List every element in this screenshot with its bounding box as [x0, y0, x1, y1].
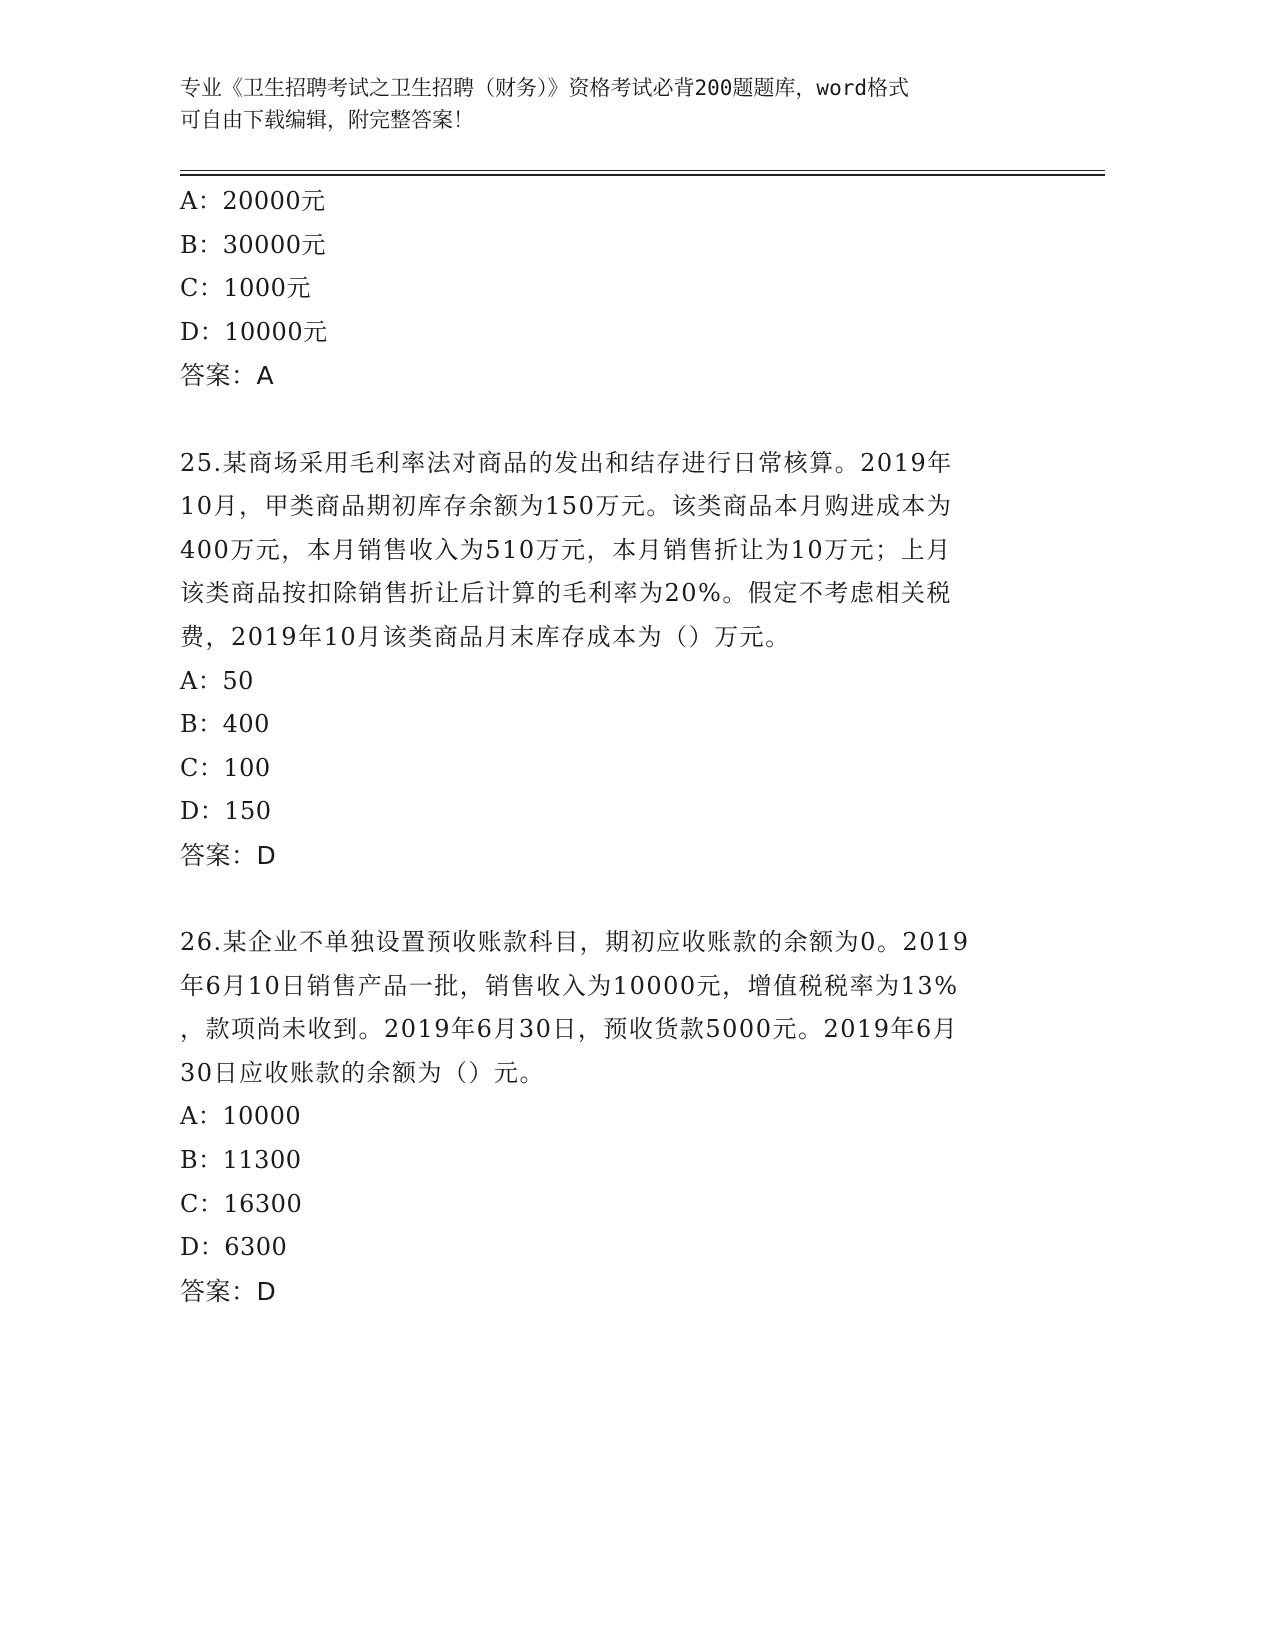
option-a: A：10000	[180, 1102, 302, 1131]
question-26-text-line: 26.某企业不单独设置预收账款科目，期初应收账款的余额为0。2019	[180, 928, 970, 957]
option-c: C：100	[180, 753, 271, 782]
option-d: D：6300	[180, 1233, 288, 1262]
question-26-text-line: 30日应收账款的余额为（）元。	[180, 1058, 546, 1087]
option-a: A：50	[180, 666, 254, 695]
document-header	[180, 72, 1030, 136]
option-d: D：10000元	[180, 317, 328, 346]
spacer	[180, 398, 1040, 442]
header-divider-thin	[180, 170, 1105, 171]
option-b: B：11300	[180, 1146, 302, 1175]
question-25-text-line: 费，2019年10月该类商品月末库存成本为（）万元。	[180, 622, 791, 651]
answer-text: 答案：A	[180, 361, 275, 391]
option-b: B：30000元	[180, 230, 326, 259]
header-title-line-2: 可自由下载编辑，附完整答案！	[180, 108, 474, 132]
answer-text: 答案：D	[180, 1276, 277, 1306]
question-25-text-line: 25.某商场采用毛利率法对商品的发出和结存进行日常核算。2019年	[180, 448, 953, 477]
question-25-text-line: 400万元，本月销售收入为510万元，本月销售折让为10万元；上月	[180, 535, 952, 564]
question-26-text-line: 年6月10日销售产品一批，销售收入为10000元，增值税税率为13%	[180, 971, 959, 1000]
question-25-block	[180, 442, 1040, 878]
question-content	[180, 180, 1040, 1313]
answer-text: 答案：D	[180, 840, 277, 870]
option-c: C：16300	[180, 1189, 303, 1218]
option-c: C：1000元	[180, 274, 311, 303]
question-26-text-line: ，款项尚未收到。2019年6月30日，预收货款5000元。2019年6月	[180, 1015, 959, 1044]
option-d: D：150	[180, 797, 272, 826]
spacer	[180, 878, 1040, 922]
option-a: A：20000元	[180, 187, 326, 215]
question-26-block	[180, 921, 1040, 1313]
option-b: B：400	[180, 710, 270, 739]
question-25-text-line: 该类商品按扣除销售折让后计算的毛利率为20%。假定不考虑相关税	[180, 579, 952, 608]
question-25-text-line: 10月，甲类商品期初库存余额为150万元。该类商品本月购进成本为	[180, 492, 953, 521]
header-title-line-1: 专业《卫生招聘考试之卫生招聘（财务）》资格考试必背200题题库，word格式	[180, 76, 909, 100]
header-divider-thick	[180, 174, 1105, 176]
previous-question-block	[180, 180, 1040, 398]
